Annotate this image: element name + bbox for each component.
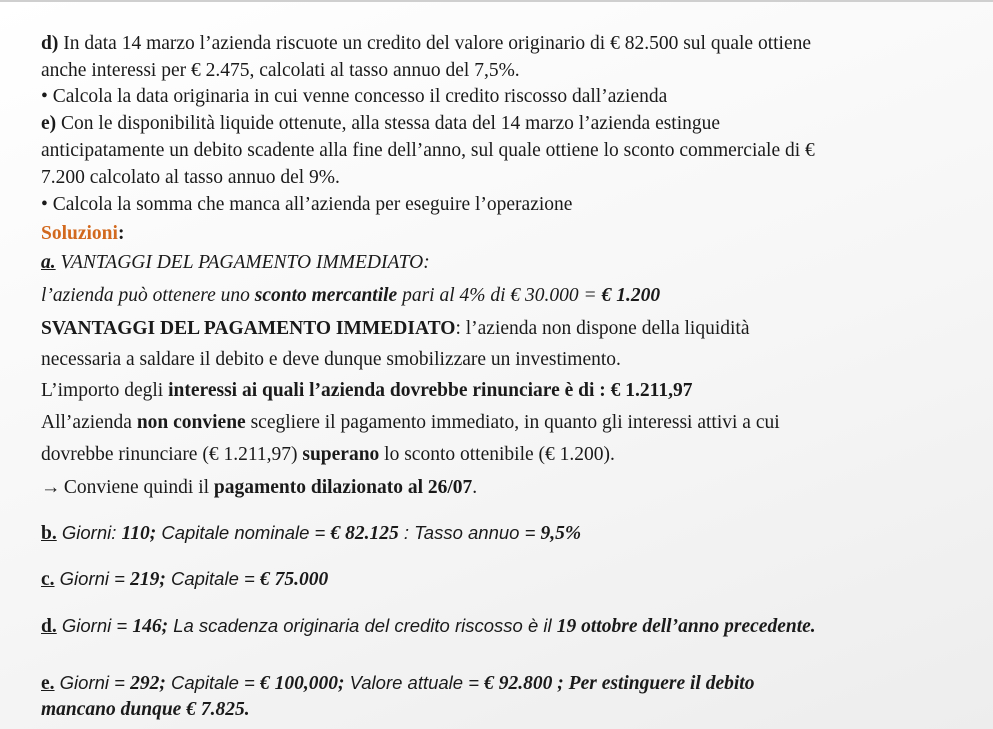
- solution-b: b. Giorni: 110; Capitale nominale = € 82.125 : Tasso annuo = 9,5%: [41, 522, 582, 544]
- solutions-heading-colon: :: [117, 223, 125, 244]
- solution-a-svantaggi-line-2: necessaria a saldare il debito e deve dunque smobilizzare un investimento.: [41, 349, 621, 370]
- exercise-e-label: e): [41, 113, 57, 134]
- solution-e-line-2: mancano dunque € 7.825.: [41, 699, 250, 720]
- solution-b-label: b.: [41, 523, 57, 544]
- solution-d: d. Giorni = 146; La scadenza originaria del credito riscosso è il 19 ottobre dell’anno precedente.: [41, 615, 816, 637]
- solution-a-interessi: L’importo degli interessi ai quali l’azienda dovrebbe rinunciare è di : € 1.211,97: [41, 380, 693, 401]
- solution-a-convenienza-line-2: dovrebbe rinunciare (€ 1.211,97) superano lo sconto ottenibile (€ 1.200).: [41, 444, 615, 465]
- exercise-d-line-2: anche interessi per € 2.475, calcolati al tasso annuo del 7,5%.: [41, 60, 520, 81]
- exercise-e-text: Con le disponibilità liquide ottenute, alla stessa data del 14 marzo l’azienda estingue: [56, 113, 721, 134]
- solution-e: e. Giorni = 292; Capitale = € 100,000; Valore attuale = € 92.800 ; Per estinguere il debito: [41, 672, 755, 694]
- exercise-e-line-2: anticipatamente un debito scadente alla fine dell’anno, sul quale ottiene lo sconto commerciale di €: [41, 140, 815, 161]
- solution-e-label: e.: [41, 673, 55, 694]
- solution-a-conclusione: → Conviene quindi il pagamento dilazionato al 26/07.: [41, 477, 478, 498]
- exercise-d-label: d): [41, 33, 59, 54]
- exercise-e-line-3: 7.200 calcolato al tasso annuo del 9%.: [41, 167, 340, 188]
- exercise-d-text: In data 14 marzo l’azienda riscuote un credito del valore originario di € 82.500 sul quale ottiene: [58, 33, 812, 54]
- solutions-heading: [41, 222, 124, 246]
- sconto-value: € 1.200: [601, 285, 661, 306]
- solution-c: c. Giorni = 219; Capitale = € 75.000: [41, 568, 329, 590]
- solution-d-label: d.: [41, 616, 57, 637]
- top-border: [0, 0, 993, 2]
- solution-a-label: a.: [41, 252, 56, 273]
- solution-a-sconto: l’azienda può ottenere uno sconto mercantile pari al 4% di € 30.000 = € 1.200: [41, 285, 661, 306]
- solution-a-title: [41, 251, 430, 275]
- solution-a-convenienza: All’azienda non conviene scegliere il pagamento immediato, in quanto gli interessi attivi a cui: [41, 412, 780, 433]
- exercise-e-bullet: • Calcola la somma che manca all’azienda per eseguire l’operazione: [41, 194, 573, 215]
- exercise-d-line-1: [41, 32, 811, 56]
- exercise-d-bullet: • Calcola la data originaria in cui venne concesso il credito riscosso dall’azienda: [41, 86, 668, 107]
- solution-a-svantaggi: SVANTAGGI DEL PAGAMENTO IMMEDIATO: l’azienda non dispone della liquidità: [41, 318, 750, 339]
- exercise-e-line-1: [41, 112, 720, 136]
- solution-c-label: c.: [41, 569, 55, 590]
- right-arrow-icon: →: [41, 477, 61, 498]
- solutions-heading-text: Soluzioni: [41, 223, 118, 244]
- solution-a-title-text: VANTAGGI DEL PAGAMENTO IMMEDIATO:: [55, 252, 430, 273]
